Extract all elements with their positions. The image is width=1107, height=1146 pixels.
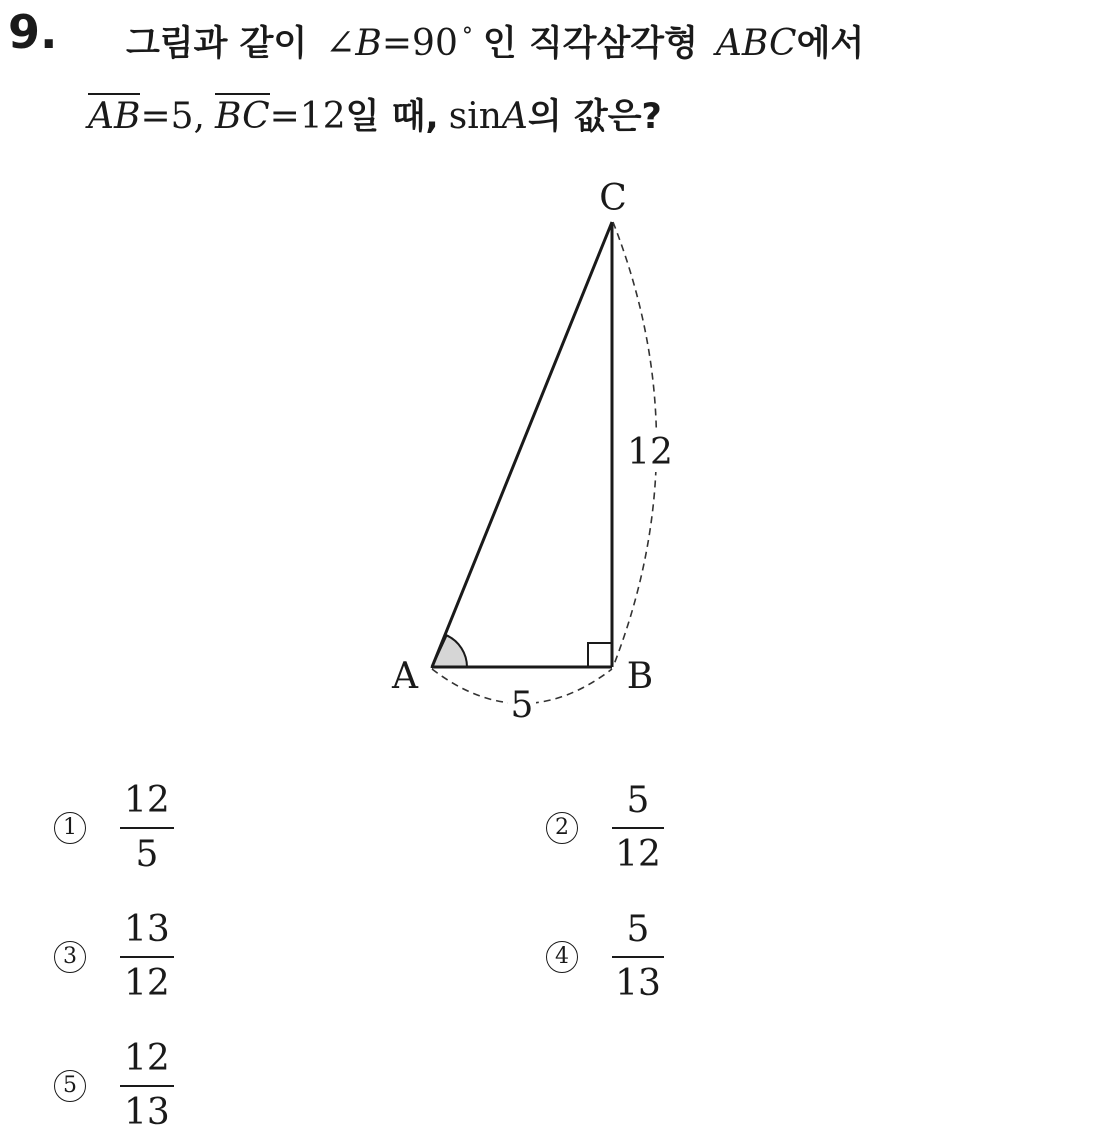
side-ab-label: 5 bbox=[510, 685, 534, 726]
vertex-c-label: C bbox=[599, 178, 627, 219]
segment-ab: AB bbox=[88, 93, 140, 137]
fraction-numerator: 12 bbox=[120, 779, 174, 829]
choice-1[interactable] bbox=[54, 779, 174, 877]
fraction-denominator: 13 bbox=[124, 1092, 170, 1133]
segment-bc: BC bbox=[215, 93, 270, 137]
side-bc-label: 12 bbox=[627, 432, 673, 473]
vertex-b-label: B bbox=[626, 656, 654, 697]
fraction-numerator: 5 bbox=[612, 908, 664, 958]
var-b: B bbox=[355, 23, 382, 64]
choice-marker: 1 bbox=[54, 812, 86, 844]
degree-symbol: ° bbox=[461, 24, 473, 49]
angle-value: =90 bbox=[381, 23, 458, 64]
choice-3[interactable] bbox=[54, 908, 174, 1006]
choice-marker: 3 bbox=[54, 941, 86, 973]
choice-fraction bbox=[120, 779, 174, 877]
angle-symbol: ∠ bbox=[325, 23, 356, 64]
sin-function: sin bbox=[448, 96, 502, 137]
choice-5[interactable] bbox=[54, 1037, 174, 1135]
question-text-2: 인 직각삼각형 bbox=[482, 24, 698, 64]
fraction-numerator: 13 bbox=[120, 908, 174, 958]
question-text-1: 그림과 같이 bbox=[126, 24, 308, 64]
choice-marker: 5 bbox=[54, 1070, 86, 1102]
fraction-denominator: 5 bbox=[135, 834, 159, 875]
question-text-4: 일 때, bbox=[345, 97, 439, 137]
segment-ab-value: =5, bbox=[140, 96, 205, 137]
choice-2[interactable] bbox=[546, 779, 664, 877]
fraction-denominator: 12 bbox=[124, 963, 170, 1004]
choice-fraction bbox=[612, 779, 664, 877]
choice-marker: 2 bbox=[546, 812, 578, 844]
question-text-3: 에서 bbox=[796, 24, 865, 64]
fraction-numerator: 5 bbox=[612, 779, 664, 829]
side-ac bbox=[432, 222, 612, 667]
choice-fraction bbox=[120, 1037, 174, 1135]
fraction-denominator: 13 bbox=[615, 963, 661, 1004]
triangle-name: ABC bbox=[715, 23, 797, 64]
choice-4[interactable] bbox=[546, 908, 664, 1006]
segment-bc-value: =12 bbox=[269, 96, 346, 137]
question-text-5: 의 값은? bbox=[527, 97, 662, 137]
choice-fraction bbox=[120, 908, 174, 1006]
fraction-denominator: 12 bbox=[615, 834, 661, 875]
var-a: A bbox=[501, 96, 528, 137]
right-angle-marker bbox=[588, 643, 612, 667]
choice-marker: 4 bbox=[546, 941, 578, 973]
question-number: 9. bbox=[8, 5, 58, 59]
vertex-a-label: A bbox=[392, 656, 418, 697]
fraction-numerator: 12 bbox=[120, 1037, 174, 1087]
choice-fraction bbox=[612, 908, 664, 1006]
